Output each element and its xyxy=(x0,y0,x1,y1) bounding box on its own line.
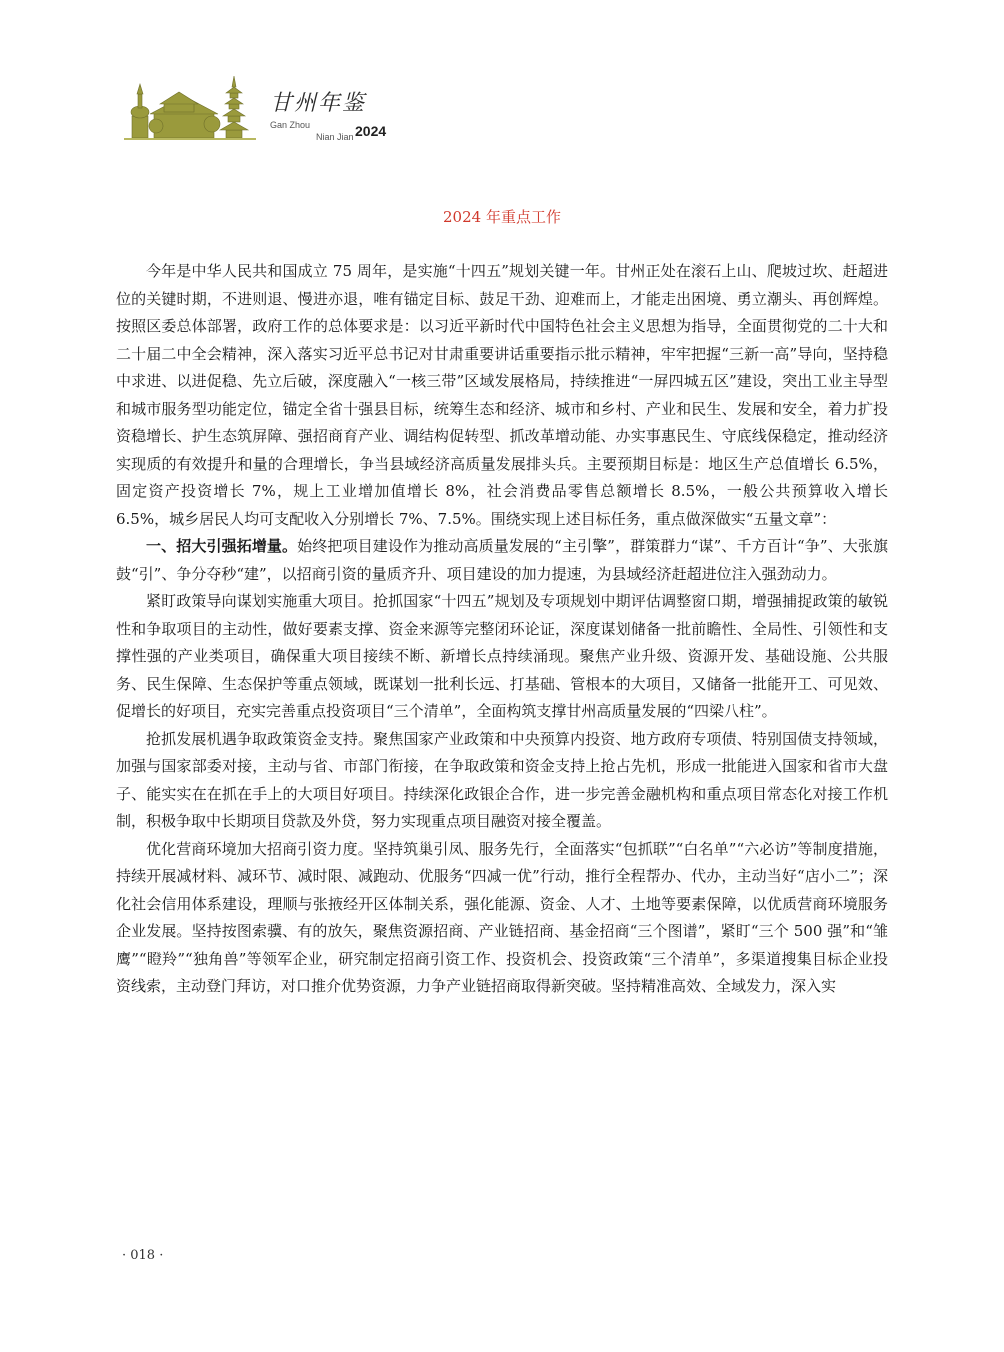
page-title: 2024 年重点工作 xyxy=(443,208,561,226)
pagoda-temple-illustration-icon xyxy=(120,72,260,144)
brand-year: 2024 xyxy=(355,123,387,139)
brand-pinyin-line2: Nian Jian xyxy=(316,132,354,142)
paragraph xyxy=(116,726,888,836)
page-header xyxy=(120,72,540,144)
paragraph-text: 紧盯政策导向谋划实施重大项目。抢抓国家“十四五”规划及专项规划中期评估调整窗口期，增强捕捉政策的敏锐性和争取项目的主动性，做好要素支撑、资金来源等完整闭环论证，深度谋划储备一批前瞻性、全局性、引领性和支撑性强的产业类项目，确保重大项目接续不断、新增长点持续涌现。聚焦产业升级、资源开发、基础设施、公共服务、民生保障、生态保护等重点领域，既谋划一批利长远、打基础、管根本的大项目，又储备一批能开工、可见效、促增长的好项目，充实完善重点投资项目“三个清单”，全面构筑支撑甘州高质量发展的“四梁八柱”。 xyxy=(116,592,888,720)
paragraph-text: 抢抓发展机遇争取政策资金支持。聚焦国家产业政策和中央预算内投资、地方政府专项债、特别国债支持领域，加强与国家部委对接，主动与省、市部门衔接，在争取政策和资金支持上抢占先机，形成一批能进入国家和省市大盘子、能实实在在抓在手上的大项目好项目。持续深化政银企合作，进一步完善金融机构和重点项目常态化对接工作机制，积极争取中长期项目贷款及外贷，努力实现重点项目融资对接全覆盖。 xyxy=(116,729,888,830)
paragraph xyxy=(116,836,888,1001)
section-heading: 一、招大引强拓增量。 xyxy=(146,537,298,555)
brand-pinyin-line1: Gan Zhou xyxy=(270,120,311,130)
paragraph xyxy=(116,588,888,726)
page-number: · 018 · xyxy=(122,1248,164,1263)
article-body xyxy=(116,258,888,1001)
paragraph-text: 优化营商环境加大招商引资力度。坚持筑巢引凤、服务先行，全面落实“包抓联”“白名单”“六必访”等制度措施，持续开展减材料、减环节、减时限、减跑动、优服务“四减一优”行动，推行全程帮办、代办，主动当好“店小二”；深化社会信用体系建设，理顺与张掖经开区体制关系，强化能源、资金、人才、土地等要素保障，以优质营商环境服务企业发展。坚持按图索骥、有的放矢，聚焦资源招商、产业链招商、基金招商“三个图谱”，紧盯“三个 500 强”和“雏鹰”“瞪羚”“独角兽”等领军企业，研究制定招商引资工作、投资机会、投资政策“三个清单”，多渠道搜集目标企业投资线索，主动登门拜访，对口推介优势资源，力争产业链招商取得新突破。坚持精准高效、全域发力，深入实 xyxy=(116,839,888,995)
paragraph-text: 始终把项目建设作为推动高质量发展的“主引擎”，群策群力“谋”、千方百计“争”、大张旗鼓“引”、争分夺秒“建”，以招商引资的量质齐升、项目建设的加力提速，为县域经济赶超进位注入强劲动力。 xyxy=(116,537,888,583)
paragraph xyxy=(116,533,888,588)
paragraph-text: 今年是中华人民共和国成立 75 周年，是实施“十四五”规划关键一年。甘州正处在滚石上山、爬坡过坎、赶超进位的关键时期，不进则退、慢进亦退，唯有锚定目标、鼓足干劲、迎难而上，才能走出困境、勇立潮头、再创辉煌。按照区委总体部署，政府工作的总体要求是：以习近平新时代中国特色社会主义思想为指导，全面贯彻党的二十大和二十届二中全会精神，深入落实习近平总书记对甘肃重要讲话重要指示批示精神，牢牢把握“三新一高”导向，坚持稳中求进、以进促稳、先立后破，深度融入“一核三带”区域发展格局，持续推进“一屏四城五区”建设，突出工业主导型和城市服务型功能定位，锚定全省十强县目标，统筹生态和经济、城市和乡村、产业和民生、发展和安全，着力扩投资稳增长、护生态筑屏障、强招商育产业、调结构促转型、抓改革增动能、办实事惠民生、守底线保稳定，推动经济实现质的有效提升和量的合理增长，争当县域经济高质量发展排头兵。主要预期目标是：地区生产总值增长 6.5%，固定资产投资增长 7%，规上工业增加值增长 8%，社会消费品零售总额增长 8.5%，一般公共预算收入增长 6.5%，城乡居民人均可支配收入分别增长 7%、7.5%。围绕实现上述目标任务，重点做深做实“五量文章”： xyxy=(116,262,888,528)
brand-title: 甘州年鉴 xyxy=(270,91,367,116)
paragraph xyxy=(116,258,888,533)
